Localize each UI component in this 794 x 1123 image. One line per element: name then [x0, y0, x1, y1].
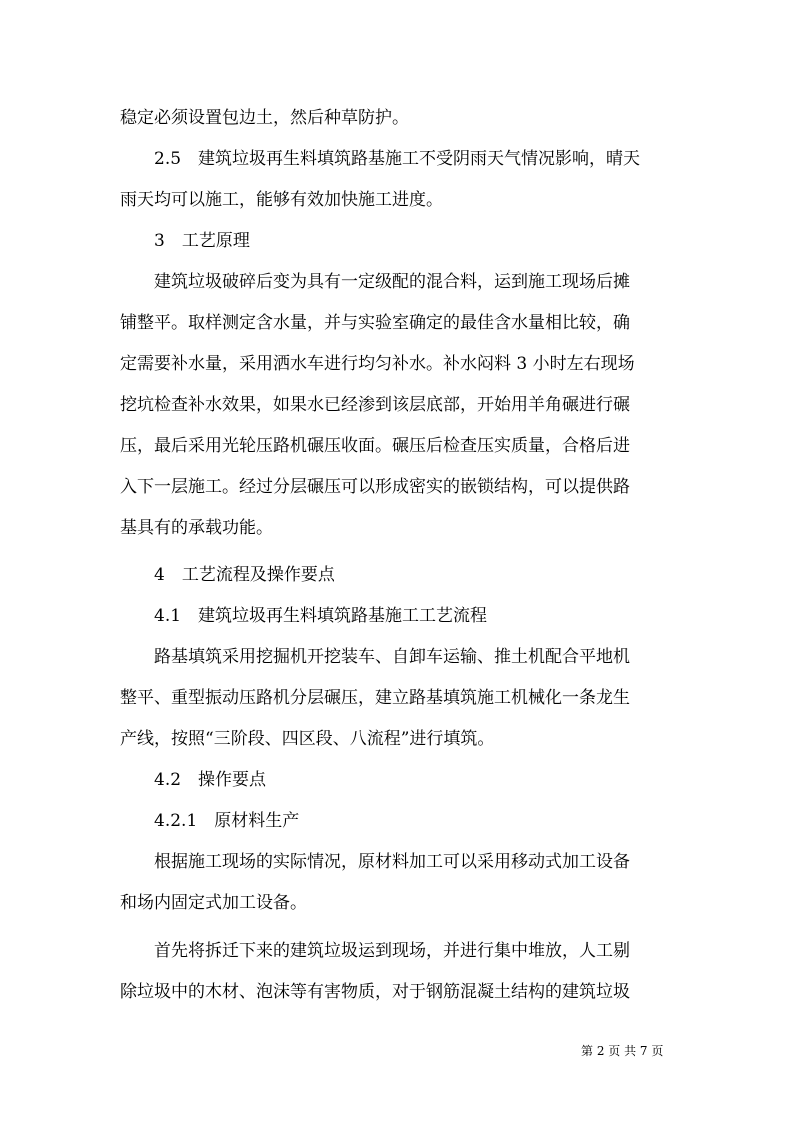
text-line: 压，最后采用光轮压路机碾压收面。碾压后检查压实质量，合格后进	[120, 436, 630, 456]
text-line: 铺整平。取样测定含水量，并与实验室确定的最佳含水量相比较，确	[120, 313, 630, 333]
text-line: 和场内固定式加工设备。	[120, 893, 307, 913]
text-line: 路基填筑采用挖掘机开挖装车、自卸车运输、推土机配合平地机	[120, 647, 630, 667]
subsection-heading: 4.2 操作要点	[120, 770, 267, 790]
text-line: 整平、重型振动压路机分层碾压，建立路基填筑施工机械化一条龙生	[120, 688, 630, 708]
section-heading: 4 工艺流程及操作要点	[120, 565, 335, 585]
section-heading: 3 工艺原理	[120, 231, 250, 251]
text-line: 基具有的承载功能。	[120, 518, 273, 538]
text-line: 建筑垃圾破碎后变为具有一定级配的混合料，运到施工现场后摊	[120, 272, 630, 292]
text-line: 首先将拆迁下来的建筑垃圾运到现场，并进行集中堆放，人工剔	[120, 941, 630, 961]
text-line: 稳定必须设置包边土，然后种草防护。	[120, 108, 409, 128]
subsection-heading: 4.1 建筑垃圾再生料填筑路基施工工艺流程	[120, 606, 488, 626]
text-line: 除垃圾中的木材、泡沫等有害物质，对于钢筋混凝土结构的建筑垃圾	[120, 982, 630, 1002]
text-line: 定需要补水量，采用洒水车进行均匀补水。补水闷料 3 小时左右现场	[120, 354, 635, 374]
subsection-heading: 4.2.1 原材料生产	[120, 811, 300, 831]
text-line: 挖坑检查补水效果，如果水已经渗到该层底部，开始用羊角碾进行碾	[120, 395, 630, 415]
page-number-footer: 第 2 页 共 7 页	[581, 1044, 664, 1058]
text-line: 2.5 建筑垃圾再生料填筑路基施工不受阴雨天气情况影响，晴天	[120, 149, 641, 169]
text-line: 入下一层施工。经过分层碾压可以形成密实的嵌锁结构，可以提供路	[120, 477, 630, 497]
text-line: 雨天均可以施工，能够有效加快施工进度。	[120, 190, 443, 210]
text-line: 产线，按照“三阶段、四区段、八流程”进行填筑。	[120, 729, 495, 749]
text-line: 根据施工现场的实际情况，原材料加工可以采用移动式加工设备	[120, 852, 630, 872]
